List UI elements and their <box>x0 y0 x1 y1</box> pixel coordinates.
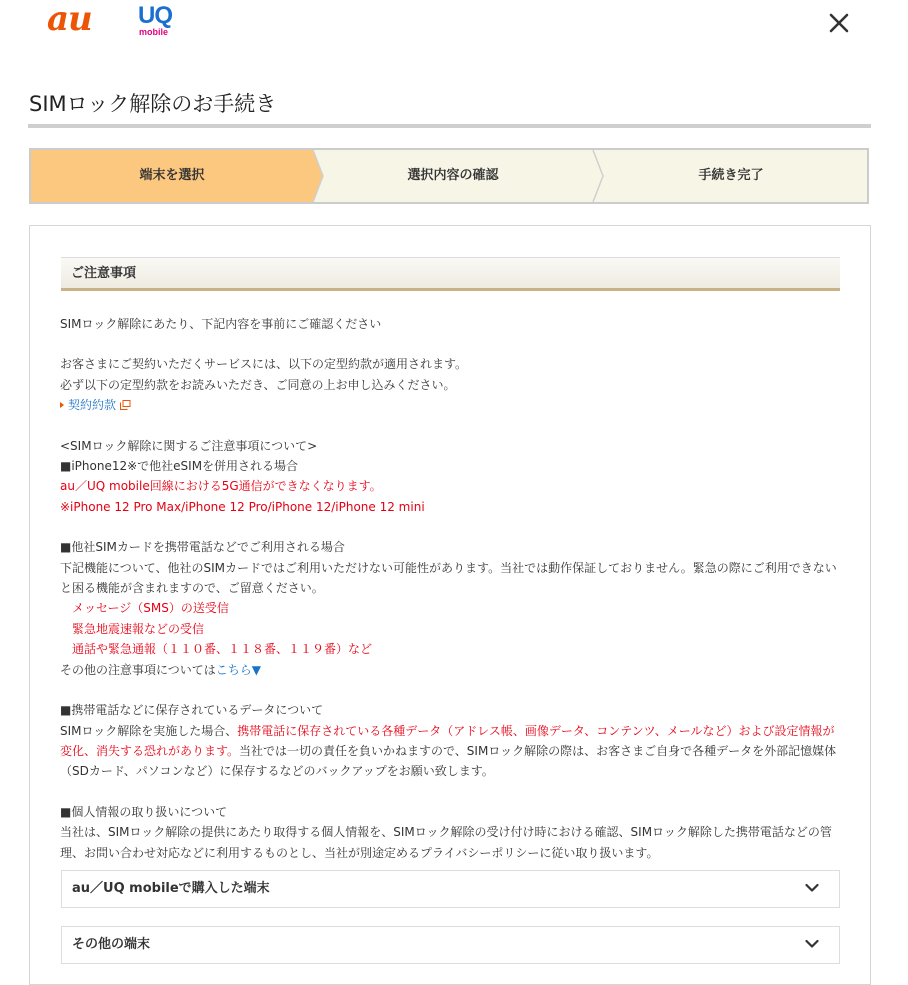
iphone-section-heading: ■iPhone12※で他社eSIMを併用される場合 <box>60 459 299 474</box>
chevron-down-icon <box>805 883 819 893</box>
other-sim-heading: ■他社SIMカードを携帯電話などでご利用される場合 <box>60 540 345 555</box>
uq-mobile-logo[interactable] <box>134 4 178 38</box>
external-link-icon <box>120 400 131 410</box>
step-select-device: 端末を選択 <box>31 150 313 202</box>
accordion-au-uq-devices[interactable] <box>61 870 840 908</box>
link-arrow-icon <box>60 402 64 408</box>
accordion-label: その他の端末 <box>72 937 151 952</box>
iphone-models-note: ※iPhone 12 Pro Max/iPhone 12 Pro/iPhone 12/iPhone 12 mini <box>60 499 425 514</box>
accordion-other-devices[interactable] <box>61 926 840 964</box>
step-complete: 手続き完了 <box>698 168 764 183</box>
privacy-section-heading: ■個人情報の取り扱いについて <box>60 804 228 819</box>
sim-notes-title: <SIMロック解除に関するご注意事項について> <box>60 438 318 453</box>
accordion-label: au／UQ mobileで購入した端末 <box>72 881 270 896</box>
feature-sms: メッセージ（SMS）の送受信 <box>72 601 229 616</box>
feature-earthquake-alert: 緊急地震速報などの受信 <box>72 621 205 636</box>
au-logo[interactable]: au <box>47 0 92 39</box>
data-body-start: SIMロック解除を実施した場合、 <box>60 723 238 738</box>
contract-line-2: 必ず以下の定型約款をお読みいただき、ご同意の上お申し込みください。 <box>60 377 456 392</box>
other-sim-body: 下記機能について、他社のSIMカードではご利用いただけない可能性があります。当社では動作保証しておりません。緊急の際にご利用できないと困る機能が含まれますので、ご留意ください。 <box>60 560 837 596</box>
notice-heading: ご注意事項 <box>61 257 840 291</box>
step-arrow-separators <box>31 150 867 202</box>
data-loss-warning: 携帯電話に保存されている各種データ（アドレス帳、画像データ、コンテンツ、メールなど）および設定情報が変化、消失する恐れがあります。 <box>60 723 835 758</box>
mobile-logo-text: mobile <box>139 27 169 37</box>
intro-text: SIMロック解除にあたり、下記内容を事前にご確認ください <box>60 317 382 331</box>
feature-emergency-call: 通話や緊急通報（１１０番、１１８番、１１９番）など <box>72 642 373 657</box>
chevron-down-icon <box>805 939 819 949</box>
iphone-5g-warning: au／UQ mobile回線における5G通信ができなくなります。 <box>60 479 382 494</box>
header <box>0 0 908 60</box>
page-title: SIMロック解除のお手続き <box>29 92 277 116</box>
close-button[interactable] <box>826 10 852 36</box>
title-divider <box>28 124 871 128</box>
privacy-body: 当社は、SIMロック解除の提供にあたり取得する個人情報を、SIMロック解除の受け付け時における確認、SIMロック解除した携帯電話などの管理、お問い合わせ対応などに利用するものとし、当社が別途定めるプライバシーポリシーに従い取り扱います。 <box>60 825 832 860</box>
uq-logo-text: UQ <box>138 2 172 29</box>
other-notes-link[interactable]: こちら▼ <box>215 662 261 677</box>
contract-line-1: お客さまにご契約いただくサービスには、以下の定型約款が適用されます。 <box>60 357 468 372</box>
other-notes-prefix: その他の注意事項については <box>60 662 216 677</box>
data-body-end: 当社では一切の責任を負いかねますので、SIMロック解除の際は、お客さまご自身で各種データを外部記憶媒体（SDカード、パソコンなど）に保存するなどのバックアップをお願い致します。 <box>60 743 837 779</box>
progress-stepper <box>29 148 869 204</box>
step-confirm: 選択内容の確認 <box>407 168 499 183</box>
contract-terms-link[interactable]: 契約約款 <box>68 398 117 413</box>
close-icon <box>826 10 852 36</box>
data-section-heading: ■携帯電話などに保存されているデータについて <box>60 703 324 718</box>
notice-content <box>60 314 846 863</box>
notice-panel <box>29 225 871 985</box>
